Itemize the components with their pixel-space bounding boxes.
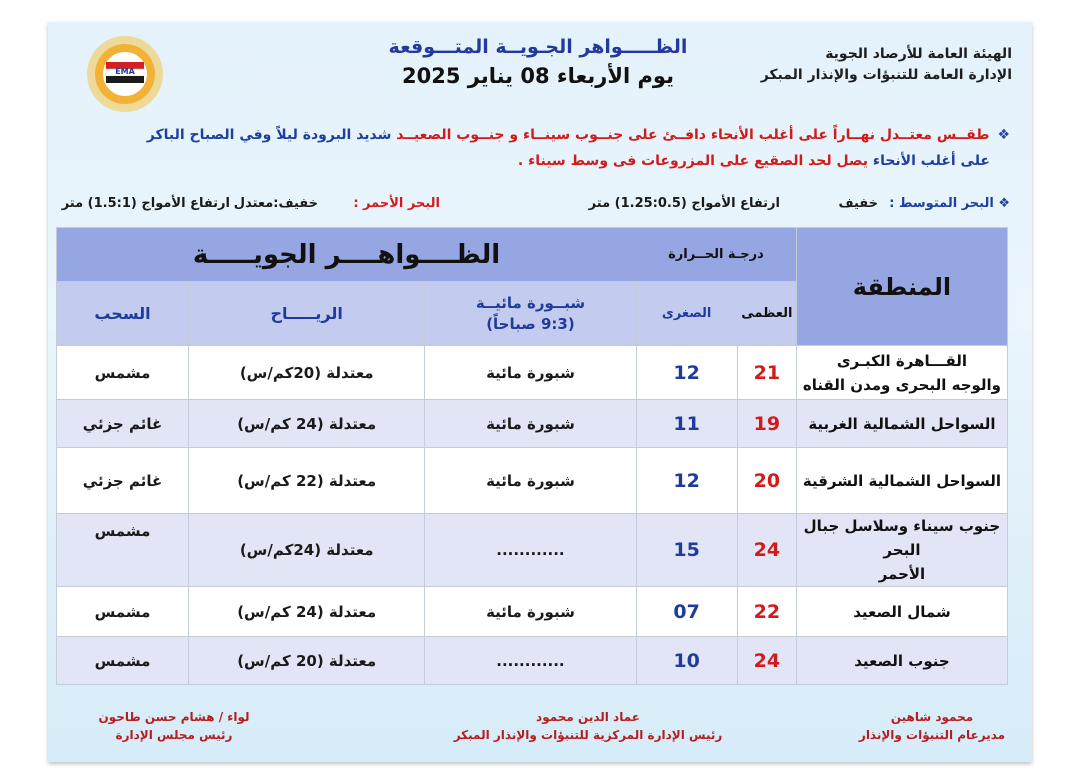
weather-summary (68, 122, 1010, 174)
summary-line-2 (68, 148, 1010, 174)
org-line-1: الهيئة العامة للأرصاد الجوية (825, 46, 1012, 62)
min-temp-cell: 15 (636, 514, 737, 587)
region-cell: شمال الصعيد (796, 587, 1007, 637)
mediterranean-waves: ارتفاع الأمواج (1.25:0.5) متر (588, 196, 780, 211)
wind-cell: معتدلة (24 كم/س) (188, 400, 424, 448)
red-sea-state: خفيف:معتدل (233, 196, 318, 211)
bullet-icon: ❖ (998, 196, 1010, 211)
fog-cell: شبورة مائية (425, 400, 636, 448)
wind-cell: معتدلة (24 كم/س) (188, 587, 424, 637)
ema-logo (82, 34, 168, 114)
min-temp-cell: 12 (636, 448, 737, 514)
min-temp-header: الصغرى (636, 282, 737, 346)
wind-cell: معتدلة (20 كم/س) (188, 637, 424, 685)
fog-cell: شبورة مائية (425, 448, 636, 514)
min-temp-cell: 12 (636, 346, 737, 400)
summary-blue-text: شديد البرودة ليلاً وفي الصباح الباكر (146, 127, 392, 143)
phenomena-header: الظــــواهــــر الجويـــــة (57, 228, 637, 282)
table-row (57, 637, 1008, 685)
clouds-cell: غائم جزئي (57, 448, 189, 514)
max-temp-cell: 24 (737, 637, 796, 685)
forecast-table (56, 227, 1008, 685)
clouds-cell: مشمس (57, 587, 189, 637)
summary-line2-red: على أغلب الأنحاء (872, 153, 990, 169)
max-temp-header: العظمى (737, 282, 796, 346)
min-temp-cell: 07 (636, 587, 737, 637)
region-cell: القـــاهرة الكبـرى والوجه البحرى ومدن القناه (796, 346, 1007, 400)
summary-red-text: طقــس معتــدل نهــاراً على أغلب الأنحاء دافــئ على جنــوب سينــاء و جنــوب الصعيــد (396, 127, 990, 143)
fog-cell: شبورة مائية (425, 587, 636, 637)
max-temp-cell: 21 (737, 346, 796, 400)
fog-header: شبــورة مائيــة (9:3 صباحاً) (425, 282, 636, 346)
temperature-header: درجـة الحــرارة (636, 228, 796, 282)
bullet-icon: ❖ (997, 127, 1010, 143)
max-temp-cell: 22 (737, 587, 796, 637)
wind-cell: معتدلة (24كم/س) (188, 514, 424, 587)
org-heading (761, 44, 1012, 86)
min-temp-cell: 10 (636, 637, 737, 685)
signature-chairman: لواء / هشام حسن طاحون رئيس مجلس الإدارة (98, 710, 250, 742)
summary-line2-dark: يصل لحد الصقيع على المزروعات فى وسط سيناء . (517, 153, 869, 169)
summary-line-1 (68, 122, 1010, 148)
table-row (57, 448, 1008, 514)
signature-forecast-director: محمود شاهين مديرعام التنبؤات والإنذار (858, 710, 1006, 742)
table-header-row-1 (57, 228, 1008, 282)
clouds-cell: مشمس (57, 637, 189, 685)
page-title: الظـــــواهر الجـويــة المتـــوقعة (388, 36, 688, 58)
signature-central-director: عماد الدين محمود رئيس الإدارة المركزية للتنبؤات والإنذار المبكر (453, 710, 723, 742)
region-cell: السواحل الشمالية الشرقية (796, 448, 1007, 514)
fog-cell: شبورة مائية (425, 346, 636, 400)
clouds-cell: مشمس (57, 514, 189, 587)
wind-header: الريـــــاح (188, 282, 424, 346)
table-row (57, 400, 1008, 448)
region-cell: جنوب سيناء وسلاسل جبال البحر الأحمر (796, 514, 1007, 587)
header-title-block (348, 36, 728, 88)
region-cell: جنوب الصعيد (796, 637, 1007, 685)
logo-text: EMA (115, 67, 135, 76)
clouds-header: السحب (57, 282, 189, 346)
red-sea-waves: ارتفاع الأمواج (1.5:1) متر (61, 196, 230, 211)
table-row (57, 346, 1008, 400)
forecast-date: يوم الأربعاء 08 يناير 2025 (402, 64, 674, 88)
mediterranean-state: خفيف (838, 196, 878, 211)
clouds-cell: مشمس (57, 346, 189, 400)
mediterranean-label: ❖ البحر المتوسط : (889, 196, 1010, 211)
table-row (57, 514, 1008, 587)
fog-cell: ............ (425, 637, 636, 685)
region-header: المنطقة (796, 228, 1007, 346)
min-temp-cell: 11 (636, 400, 737, 448)
wind-cell: معتدلة (20كم/س) (188, 346, 424, 400)
fog-cell: ............ (425, 514, 636, 587)
table-row (57, 587, 1008, 637)
org-line-2: الإدارة العامة للتنبؤات والإنذار المبكر (760, 67, 1012, 83)
forecast-sheet (48, 22, 1032, 762)
region-cell: السواحل الشمالية الغربية (796, 400, 1007, 448)
max-temp-cell: 24 (737, 514, 796, 587)
red-sea-label: البحر الأحمر : (353, 196, 440, 211)
max-temp-cell: 19 (737, 400, 796, 448)
max-temp-cell: 20 (737, 448, 796, 514)
clouds-cell: غائم جزئي (57, 400, 189, 448)
wind-cell: معتدلة (22 كم/س) (188, 448, 424, 514)
